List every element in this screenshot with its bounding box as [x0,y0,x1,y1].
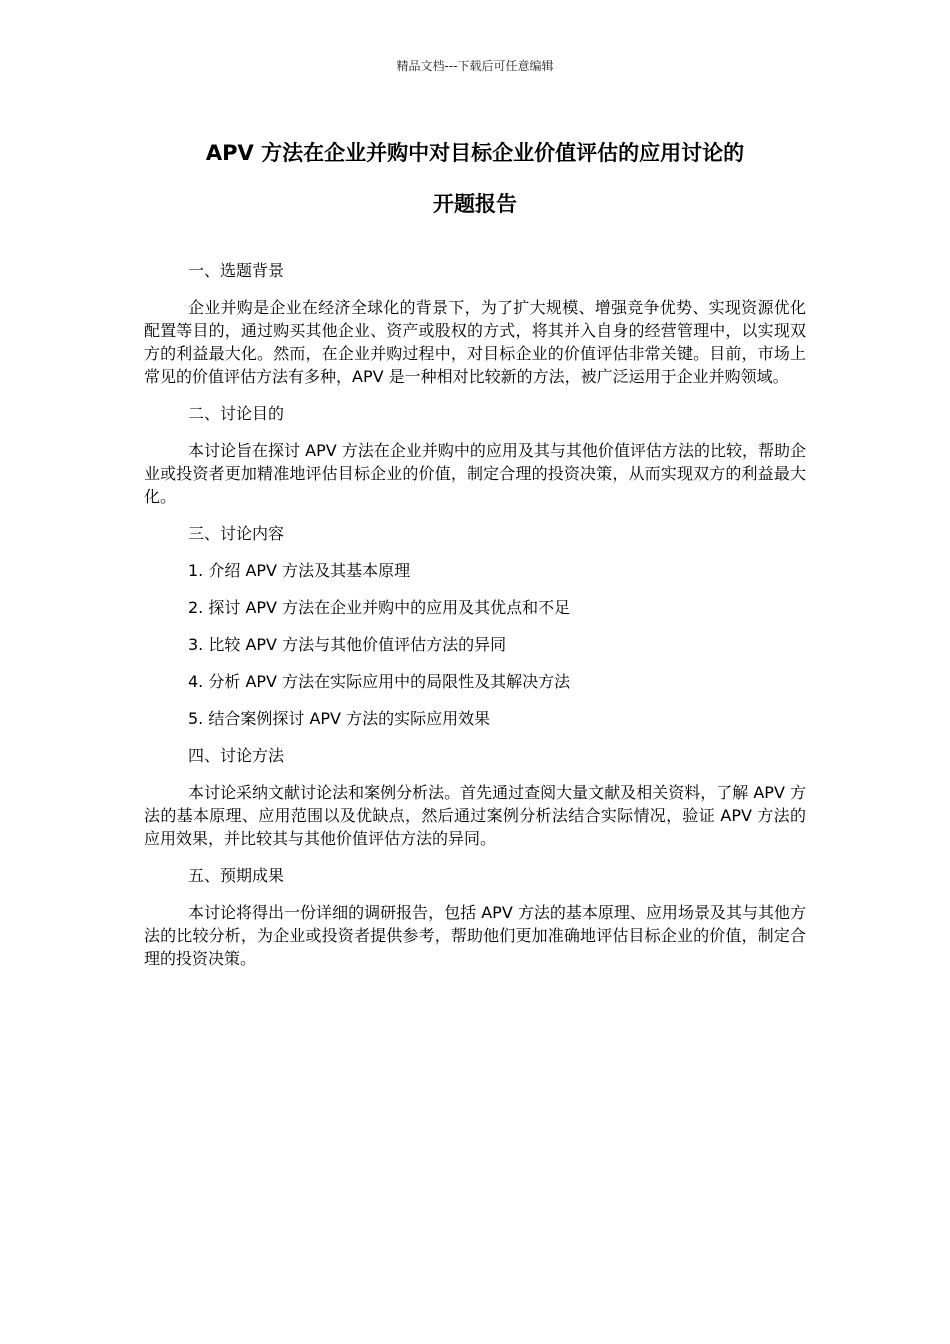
section-paragraph-background: 企业并购是企业在经济全球化的背景下，为了扩大规模、增强竞争优势、实现资源优化配置等目的，通过购买其他企业、资产或股权的方式，将其并入自身的经营管理中，以实现双方的利益最大化。然而，在企业并购过程中，对目标企业的价值评估非常关键。目前，市场上常见的价值评估方法有多种，APV 是一种相对比较新的方法，被广泛运用于企业并购领域。 [144,298,806,386]
list-item: 5. 结合案例探讨 APV 方法的实际应用效果 [188,709,491,728]
document-body [144,259,806,984]
section-paragraph-expected-results: 本讨论将得出一份详细的调研报告，包括 APV 方法的基本原理、应用场景及其与其他方法的比较分析，为企业或投资者提供参考，帮助他们更加准确地评估目标企业的价值，制定合理的投资决策。 [144,903,806,968]
section-heading-content: 三、讨论内容 [188,524,285,543]
title-line-2: 开题报告 [433,192,517,216]
list-item: 4. 分析 APV 方法在实际应用中的局限性及其解决方法 [188,672,571,691]
section-heading-background: 一、选题背景 [188,261,285,280]
list-item: 3. 比较 APV 方法与其他价值评估方法的异同 [188,635,507,654]
section-paragraph-purpose: 本讨论旨在探讨 APV 方法在企业并购中的应用及其与其他价值评估方法的比较，帮助企业或投资者更加精准地评估目标企业的价值，制定合理的投资决策，从而实现双方的利益最大化。 [144,441,806,506]
list-item: 1. 介绍 APV 方法及其基本原理 [188,561,411,580]
list-item: 2. 探讨 APV 方法在企业并购中的应用及其优点和不足 [188,598,571,617]
section-heading-method: 四、讨论方法 [188,746,285,765]
section-heading-expected-results: 五、预期成果 [188,866,285,885]
document-title [145,134,805,223]
section-heading-purpose: 二、讨论目的 [188,404,285,423]
title-line-1: APV 方法在企业并购中对目标企业价值评估的应用讨论的 [205,141,745,165]
header-note: 精品文档---下载后可任意编辑 [396,59,554,73]
section-paragraph-method: 本讨论采纳文献讨论法和案例分析法。首先通过查阅大量文献及相关资料，了解 APV 方法的基本原理、应用范围以及优缺点，然后通过案例分析法结合实际情况，验证 APV 方法的应用效果，并比较其与其他价值评估方法的异同。 [144,783,806,848]
